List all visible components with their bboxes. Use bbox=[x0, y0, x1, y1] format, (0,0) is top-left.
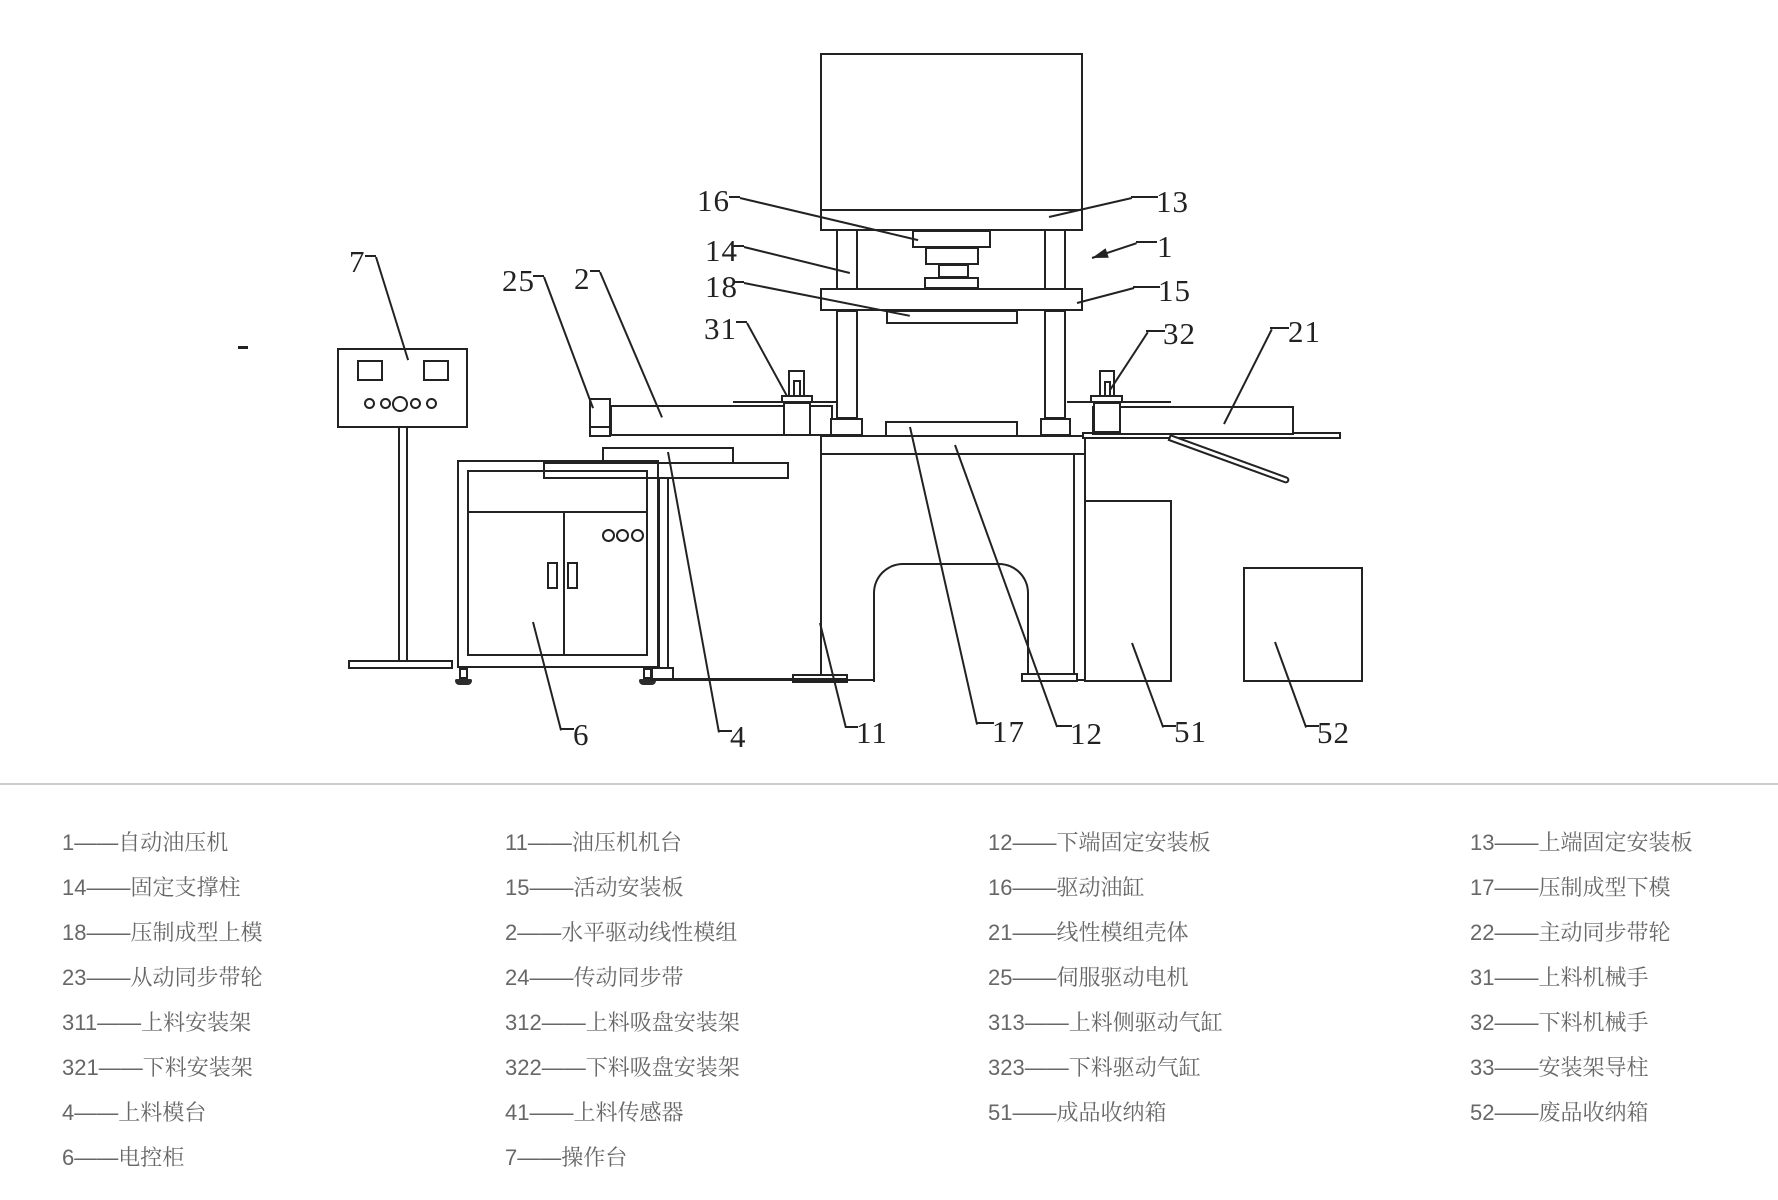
legend-item: 1——自动油压机 bbox=[62, 830, 229, 855]
column-foot-left bbox=[830, 418, 863, 436]
legend-item: 33——安装架导柱 bbox=[1470, 1055, 1649, 1080]
upper-fixed-plate-line bbox=[822, 209, 1081, 211]
legend-column-4 bbox=[1470, 820, 1692, 1135]
servo-motor-line bbox=[591, 426, 609, 428]
ground-line bbox=[650, 678, 846, 681]
leader-line-14 bbox=[744, 246, 850, 274]
tick-2 bbox=[590, 270, 600, 272]
tick-1 bbox=[1136, 241, 1157, 243]
legend-item: 23——从动同步带轮 bbox=[62, 965, 263, 990]
leader-line-4 bbox=[667, 452, 720, 733]
callout-2: 2 bbox=[574, 261, 591, 296]
legend-item: 6——电控柜 bbox=[62, 1145, 185, 1170]
callout-11: 11 bbox=[856, 715, 888, 750]
loading-manipulator-pedestal bbox=[783, 402, 811, 436]
leader-line-2 bbox=[599, 272, 663, 418]
module-housing-bar bbox=[1092, 406, 1294, 435]
discharge-chute bbox=[1168, 434, 1291, 484]
tick-16 bbox=[729, 196, 740, 198]
support-column-left-upper bbox=[836, 229, 858, 290]
cabinet-leg-left bbox=[459, 668, 468, 679]
callout-52: 52 bbox=[1317, 715, 1350, 750]
tick-31 bbox=[736, 321, 747, 323]
stray-mark bbox=[238, 346, 248, 349]
callout-4: 4 bbox=[730, 719, 747, 754]
legend-item: 13——上端固定安装板 bbox=[1470, 830, 1693, 855]
callout-15: 15 bbox=[1158, 273, 1191, 308]
lower-die bbox=[885, 421, 1018, 437]
tick-21 bbox=[1270, 327, 1289, 329]
cabinet-vent-2 bbox=[616, 529, 629, 542]
feeding-platform-support bbox=[658, 478, 669, 668]
console-button-left bbox=[357, 360, 383, 381]
legend-column-3 bbox=[988, 820, 1223, 1135]
loading-manipulator-finger bbox=[793, 380, 801, 397]
tick-6 bbox=[560, 728, 574, 730]
console-stand-pole bbox=[398, 427, 408, 661]
legend-item: 12——下端固定安装板 bbox=[988, 830, 1211, 855]
legend-item: 18——压制成型上模 bbox=[62, 920, 263, 945]
press-top-box bbox=[820, 53, 1083, 231]
support-column-left-lower bbox=[836, 310, 858, 419]
leader-line-7 bbox=[375, 257, 409, 361]
leader-line-32 bbox=[1109, 332, 1148, 391]
support-column-right-upper bbox=[1044, 229, 1066, 290]
cabinet-door-split bbox=[563, 513, 565, 656]
legend-item: 321——下料安装架 bbox=[62, 1055, 253, 1080]
legend-item: 311——上料安装架 bbox=[62, 1010, 252, 1035]
console-stand-base bbox=[348, 660, 453, 669]
legend-column-1 bbox=[62, 820, 262, 1180]
legend-item: 14——固定支撑柱 bbox=[62, 875, 241, 900]
legend-item: 7——操作台 bbox=[505, 1145, 628, 1170]
legend-item: 16——驱动油缸 bbox=[988, 875, 1145, 900]
console-knob-4 bbox=[426, 398, 437, 409]
cabinet-vent-1 bbox=[602, 529, 615, 542]
support-column-right-lower bbox=[1044, 310, 1066, 419]
unloading-manipulator-pedestal bbox=[1093, 402, 1121, 433]
waste-storage-box bbox=[1243, 567, 1363, 682]
callout-1: 1 bbox=[1157, 229, 1174, 264]
legend-item: 41——上料传感器 bbox=[505, 1100, 684, 1125]
upper-die bbox=[886, 310, 1018, 324]
callout-32: 32 bbox=[1163, 316, 1196, 351]
legend-item: 51——成品收纳箱 bbox=[988, 1100, 1167, 1125]
tick-15 bbox=[1133, 286, 1160, 288]
leader-line-31 bbox=[746, 323, 788, 397]
base-inner-wall-line bbox=[1073, 455, 1075, 679]
lower-fixed-plate-line bbox=[822, 453, 1084, 455]
tick-13 bbox=[1131, 196, 1158, 198]
callout-7: 7 bbox=[349, 244, 366, 279]
legend-item: 15——活动安装板 bbox=[505, 875, 684, 900]
cabinet-handle-right bbox=[567, 562, 578, 589]
callout-31: 31 bbox=[704, 311, 737, 346]
callout-51: 51 bbox=[1174, 714, 1207, 749]
tick-7 bbox=[365, 255, 376, 257]
console-knob-3 bbox=[410, 398, 421, 409]
callout-6: 6 bbox=[573, 717, 590, 752]
callout-25: 25 bbox=[502, 263, 535, 298]
drive-cylinder-stem bbox=[938, 264, 969, 278]
cabinet-handle-left bbox=[547, 562, 558, 589]
legend-item: 21——线性模组壳体 bbox=[988, 920, 1189, 945]
legend-item: 22——主动同步带轮 bbox=[1470, 920, 1671, 945]
section-divider bbox=[0, 783, 1778, 785]
callout-17: 17 bbox=[992, 714, 1025, 749]
console-button-right bbox=[423, 360, 449, 381]
legend-item: 17——压制成型下模 bbox=[1470, 875, 1671, 900]
legend-item: 25——伺服驱动电机 bbox=[988, 965, 1189, 990]
callout-13: 13 bbox=[1156, 184, 1189, 219]
legend-item: 2——水平驱动线性模组 bbox=[505, 920, 738, 945]
legend-item: 323——下料驱动气缸 bbox=[988, 1055, 1201, 1080]
leader-line-15 bbox=[1077, 287, 1135, 304]
legend-column-2 bbox=[505, 820, 740, 1180]
cabinet-vent-3 bbox=[631, 529, 644, 542]
legend-item: 31——上料机械手 bbox=[1470, 965, 1649, 990]
legend-item: 313——上料侧驱动气缸 bbox=[988, 1010, 1223, 1035]
cabinet-top-band-line bbox=[468, 511, 647, 513]
movable-mounting-plate bbox=[820, 288, 1083, 311]
callout-18: 18 bbox=[705, 269, 738, 304]
legend-item: 4——上料模台 bbox=[62, 1100, 207, 1125]
legend-item: 32——下料机械手 bbox=[1470, 1010, 1649, 1035]
console-knob-1 bbox=[364, 398, 375, 409]
callout-12: 12 bbox=[1070, 716, 1103, 751]
legend-item: 312——上料吸盘安装架 bbox=[505, 1010, 740, 1035]
console-knob-big bbox=[392, 396, 408, 412]
legend-item: 11——油压机机台 bbox=[505, 830, 682, 855]
legend-item: 322——下料吸盘安装架 bbox=[505, 1055, 740, 1080]
drive-cylinder-block-a bbox=[912, 230, 991, 248]
legend-item: 52——废品收纳箱 bbox=[1470, 1100, 1649, 1125]
column-foot-right bbox=[1040, 418, 1071, 436]
console-knob-2 bbox=[380, 398, 391, 409]
drive-cylinder-block-b bbox=[925, 247, 979, 265]
product-storage-box bbox=[1084, 500, 1172, 682]
legend-item: 24——传动同步带 bbox=[505, 965, 684, 990]
callout-16: 16 bbox=[697, 183, 730, 218]
cabinet-foot-left bbox=[455, 679, 472, 685]
feeding-platform-plate-bottom bbox=[543, 462, 789, 479]
arrowhead-1 bbox=[1090, 248, 1108, 263]
base-footplate-right bbox=[1021, 673, 1078, 682]
callout-21: 21 bbox=[1288, 314, 1321, 349]
callout-14: 14 bbox=[705, 233, 738, 268]
